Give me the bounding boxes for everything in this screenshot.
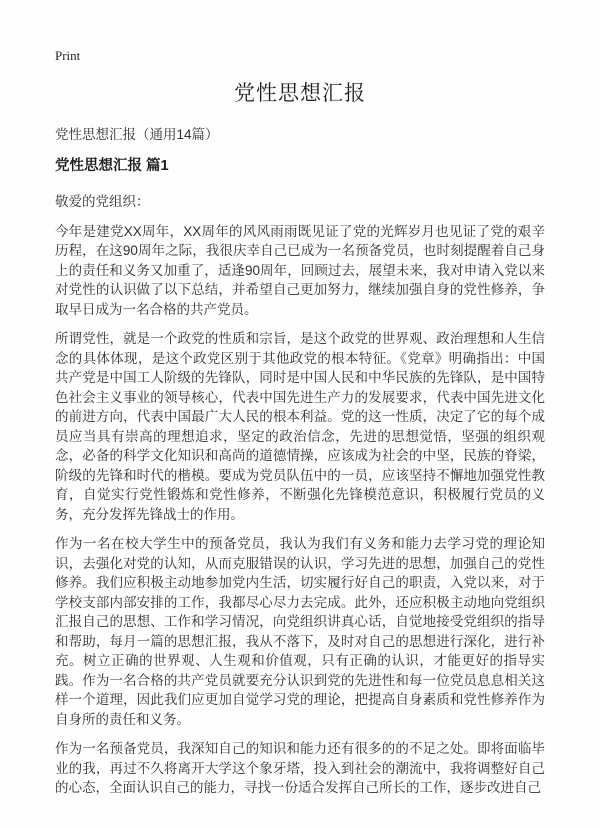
- body-paragraph: 作为一名在校大学生中的预备党员，我认为我们有义务和能力去学习党的理论知识，去强化对党的认知，从而克服错误的认识，学习先进的思想，加强自己的党性修养。我们应积极主动地参加党内生活，切实履行好自己的职责，入党以来，对于学校支部内部安排的工作，我都尽心尽力去完成。此外，还应积极主动地向党组织汇报自己的思想、工作和学习情况，向党组织讲真心话，自觉地接受党组织的指导和帮助，每月一篇的思想汇报，我从不落下，及时对自己的思想进行深化，进行补充。树立正确的世界观、人生观和价值观，只有正确的认识，才能更好的指导实践。作为一名合格的共产党员就要充分认识到党的先进性和每一位党员息息相关这样一个道理，因此我们应更加自觉学习党的理论，把提高自身素质和党性修养作为自身所的责任和义务。: [55, 536, 545, 727]
- page-title: 党性思想汇报: [234, 82, 366, 105]
- section-heading: 党性思想汇报 篇1: [55, 158, 169, 174]
- salutation: 敬爱的党组织：: [55, 194, 150, 209]
- document-body: [55, 192, 545, 798]
- body-paragraph: 今年是建党XX周年，XX周年的风风雨雨既见证了党的光辉岁月也见证了党的艰辛历程，在这90周年之际，我很庆幸自己已成为一名预备党员，也时刻提醒着自己身上的责任和义务又加重了，适逢90周年，回顾过去，展望未来，我对申请入党以来对党性的认识做了以下总结，并希望自己更加努力，继续加强自身的党性修养，争取早日成为一名合格的共产党员。: [55, 223, 545, 317]
- document-subtitle: 党性思想汇报（通用14篇）: [55, 127, 219, 142]
- print-link[interactable]: Print: [55, 48, 81, 63]
- body-paragraph: 作为一名预备党员，我深知自己的知识和能力还有很多的的不足之处。即将面临毕业的我，再过不久将离开大学这个象牙塔，投入到社会的潮流中，我将调整好自己的心态，全面认识自己的能力，寻找一份适合发挥自己所长的工作，逐步改进自己: [55, 741, 545, 795]
- body-paragraph: 所谓党性，就是一个政党的性质和宗旨，是这个政党的世界观、政治理想和人生信念的具体体现，是这个政党区别于其他政党的根本特征。《党章》明确指出：中国共产党是中国工人阶级的先锋队，同时是中国人民和中华民族的先锋队，是中国特色社会主义事业的领导核心，代表中国先进生产力的发展要求，代表中国先进文化的前进方向，代表中国最广大人民的根本利益。党的这一性质，决定了它的每个成员应当具有崇高的理想追求，坚定的政治信念，先进的思想觉悟，坚强的组织观念，必备的科学文化知识和高尚的道德情操，应该成为社会的中坚，民族的脊梁，阶级的先锋和时代的楷模。要成为党员队伍中的一员，应该坚持不懈地加强党性教育，自觉实行党性锻炼和党性修养，不断强化先锋模范意识，积极履行党员的义务，充分发挥先锋战士的作用。: [55, 331, 545, 522]
